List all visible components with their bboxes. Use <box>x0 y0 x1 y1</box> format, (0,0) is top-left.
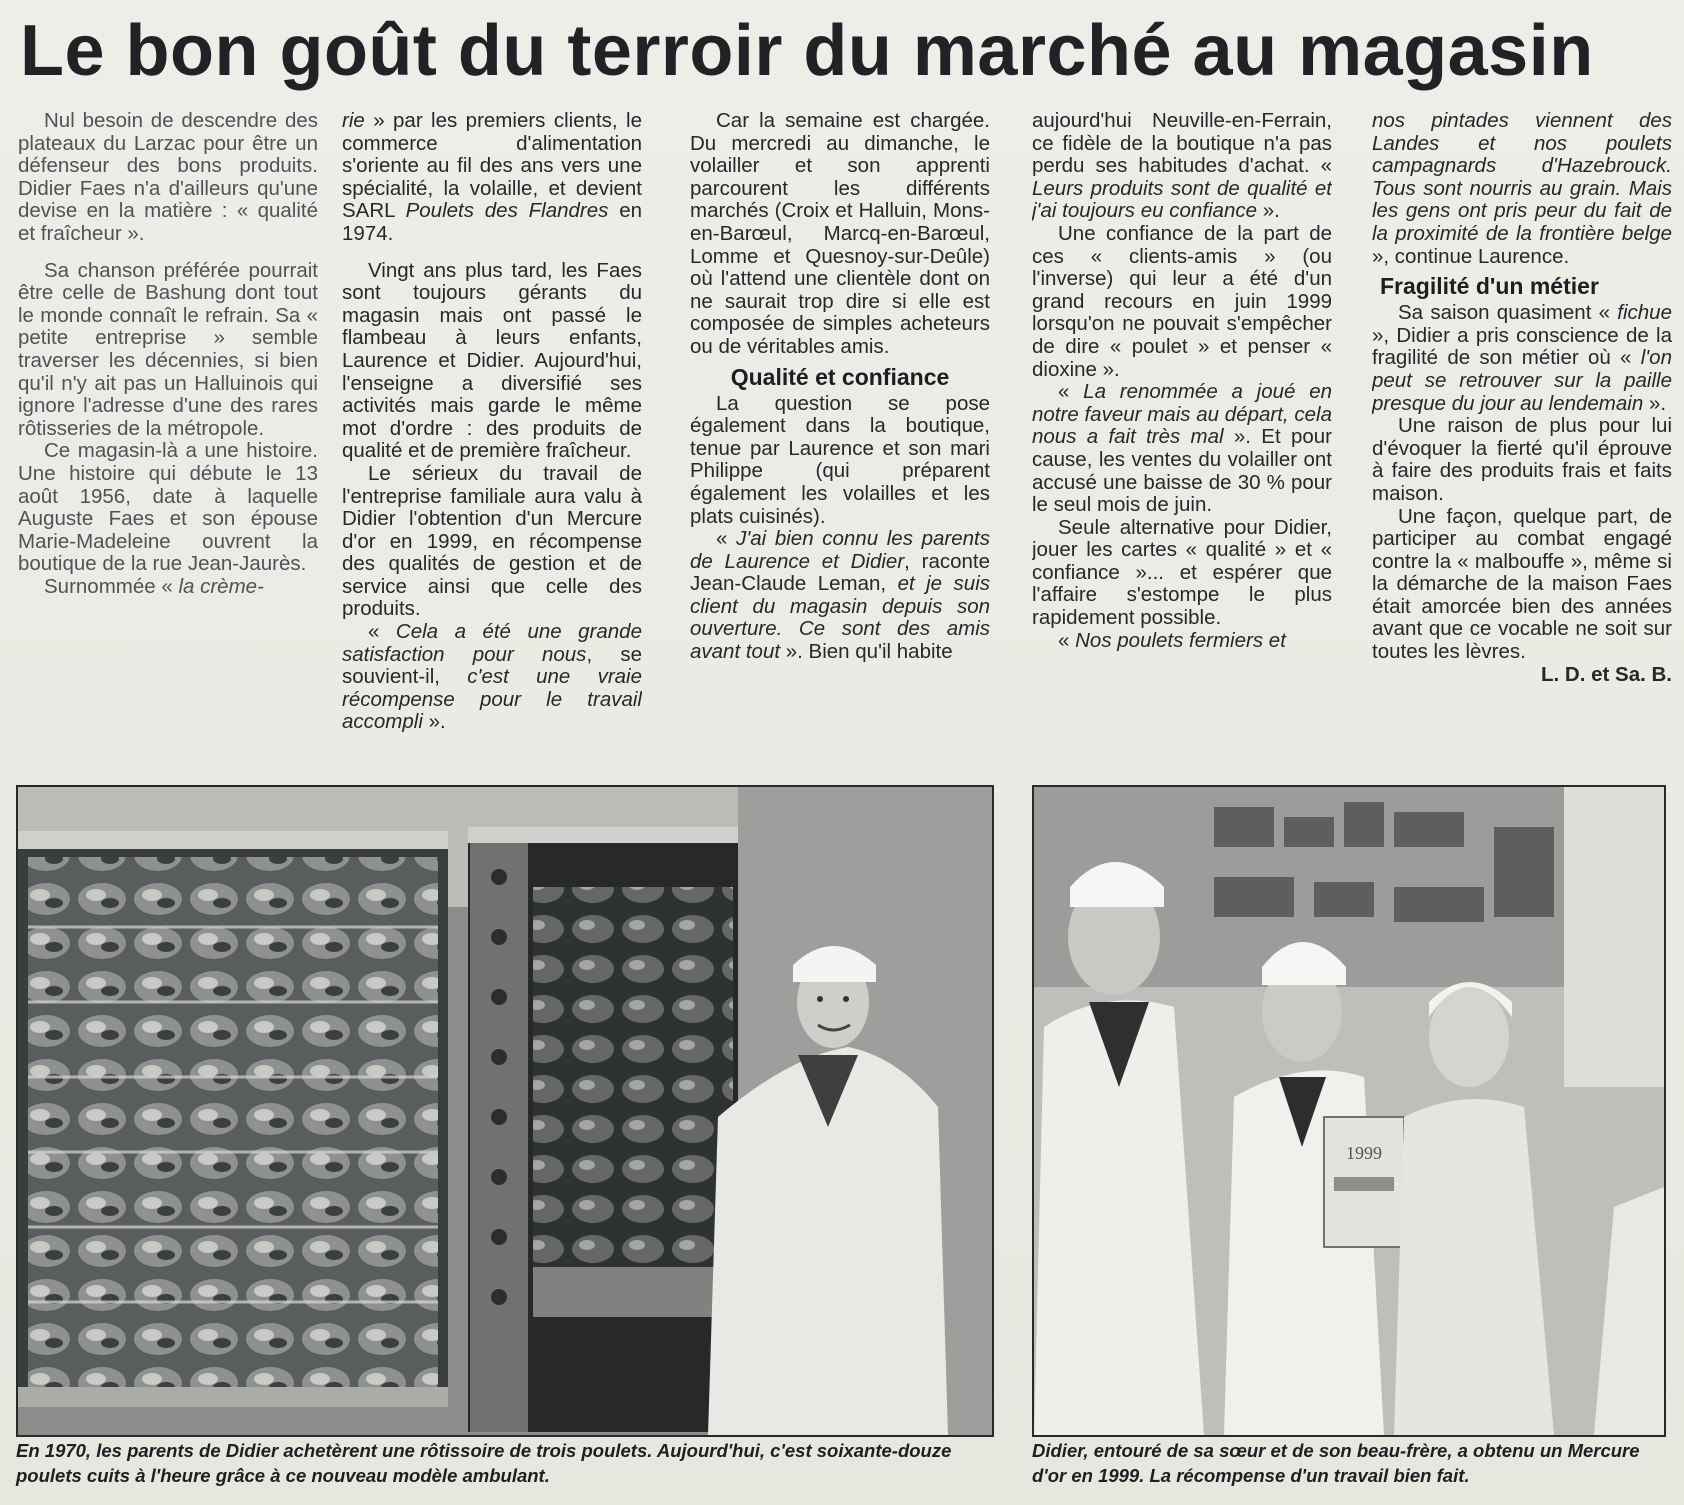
plaque-year: 1999 <box>1346 1143 1382 1163</box>
italic-quote: c'est une vraie récompense pour le travail accompli <box>342 665 642 734</box>
text-run: aujourd'hui Neuville-en-Ferrain, ce fidèle de la boutique n'a pas perdu ses habitudes d'achat. « <box>1032 110 1332 178</box>
paragraph: Une façon, quelque part, de participer au combat engagé contre la « malbouffe », même si la démarche de la maison Faes était amorcée bien des années avant que ce vocable ne soit sur toutes les lèvres. <box>1372 504 1672 664</box>
italic-quote: Cela a été une grande satisfaction pour nous <box>342 620 642 666</box>
italic-quote: nos pintades viennent des Landes et nos poulets campagnards d'Hazebrouck. Tous sont nourris au grain. Mais les gens ont pris peur du fait de la proximité de la frontière belge <box>1372 110 1672 245</box>
italic-quote: rie <box>342 110 365 132</box>
paragraph: La question se pose également dans la boutique, tenue par Laurence et son mari Philippe (qui préparent également les volailles et les plats cuisinés). <box>690 391 990 528</box>
paragraph: Sa chanson préférée pourrait être celle de Bashung dont tout le monde connaît le refrain. Sa « petite entreprise » semble traverser les décennies, si bien qu'il n'y ait pas un Halluinois qui ignore l'adresse d'une des rares rôtisseries de la métropole. <box>18 258 318 440</box>
italic-company-name: Poulets des Flandres <box>405 199 609 223</box>
article-column-3 <box>690 110 990 756</box>
photo-rotisserie <box>16 785 994 1437</box>
photo-caption-right: Didier, entouré de sa sœur et de son beau-frère, a obtenu un Mercure d'or en 1999. La récompense d'un travail bien fait. <box>1032 1440 1640 1486</box>
paragraph <box>1372 302 1672 415</box>
photo-award-trio <box>1032 785 1666 1437</box>
paragraph <box>1372 110 1672 268</box>
section-heading: Qualité et confiance <box>730 363 950 390</box>
paragraph: Le sérieux du travail de l'entreprise familiale aura valu à Didier l'obtention d'un Mercure d'or en 1999, en récompense des qualités de gestion et de service ainsi que celle des produits. <box>342 461 642 621</box>
italic-quote: l'on peut se retrouver sur la paille presque du jour au lendemain <box>1372 346 1672 415</box>
article-column-4 <box>1032 110 1332 756</box>
text-run: « <box>716 527 737 551</box>
article-column-5 <box>1372 110 1672 756</box>
author-signature: L. D. et Sa. B. <box>1541 662 1672 686</box>
paragraph <box>690 528 990 664</box>
paragraph: Ce magasin-là a une histoire. Une histoire qui débute le 13 août 1956, date à laquelle Auguste Faes et son épouse Marie-Madeleine ouvrent la boutique de la rue Jean-Jaurès. <box>18 439 318 576</box>
award-photo-illustration <box>1034 787 1664 1435</box>
paragraph: Une confiance de la part de ces « clients-amis » (ou l'inverse) qui leur a été d'un grand recours en juin 1999 lorsqu'on ne pouvait s'empêcher de dire « poulet » et penser « dioxine ». <box>1032 221 1332 381</box>
text-run: », continue Laurence. <box>1372 244 1570 268</box>
photo-caption-left: En 1970, les parents de Didier achetèrent une rôtissoire de trois poulets. Aujourd'hui, c'est soixante-douze poulets cuits à l'heure grâce à ce nouveau modèle ambulant. <box>16 1440 952 1486</box>
italic-quote: La renommée a joué en notre faveur mais au départ, cela nous a fait très mal <box>1032 380 1332 449</box>
paragraph <box>18 576 318 599</box>
text-run: , se souvient-il, <box>342 642 642 689</box>
italic-quote: Leurs produits sont de qualité et j'ai toujours eu confiance <box>1032 176 1332 223</box>
paragraph <box>342 110 642 246</box>
article-column-1 <box>18 110 318 756</box>
article-headline: Le bon goût du terroir du marché au magasin <box>20 11 1594 91</box>
paragraph: Car la semaine est chargée. Du mercredi au dimanche, le volailler et son apprenti parcourent les différents marchés (Croix et Halluin, Mons-en-Barœul, Marcq-en-Barœul, Lomme et Quesnoy-sur-Deûle) où l'attend une clientèle dont on ne saurait trop dire si elle est composée de simples acheteurs ou de véritables amis. <box>690 110 990 358</box>
paragraph <box>1032 630 1332 653</box>
text-run: ». <box>1643 391 1667 415</box>
paragraph: Une raison de plus pour lui d'évoquer la fierté qu'il éprouve à faire des produits frais et faits maison. <box>1372 414 1672 505</box>
italic-quote: fichue <box>1617 301 1672 325</box>
rotisserie-illustration <box>18 787 992 1435</box>
text-run: « <box>1058 380 1084 404</box>
paragraph <box>1032 381 1332 517</box>
text-run: ». <box>422 710 446 734</box>
text-run: , raconte Jean-Claude Leman, <box>690 549 990 596</box>
text-run: », Didier a pris conscience de la fragilité de son métier où « <box>1372 323 1672 370</box>
text-run: « <box>368 620 396 644</box>
paragraph: Seule alternative pour Didier, jouer les cartes « qualité » et « confiance »... et espérer que l'affaire s'estompe le plus rapidement possible. <box>1032 515 1332 630</box>
text-run: Surnommée « <box>44 574 179 598</box>
italic-quote: Nos poulets fermiers et <box>1075 628 1286 652</box>
text-run: en 1974. <box>342 199 642 245</box>
text-run: ». Bien qu'il habite <box>780 640 953 664</box>
text-run: » par les premiers clients, le commerce d'alimentation s'oriente au fil des ans vers une spécialité, la volaille, et devient SARL <box>342 110 642 223</box>
text-run: ». Et pour cause, les ventes du volailler ont accusé une baisse de 30 % pour le seul mois de juin. <box>1032 425 1332 517</box>
italic-quote: la crème- <box>178 574 264 598</box>
article-column-2 <box>342 110 642 756</box>
paragraph: Vingt ans plus tard, les Faes sont toujours gérants du magasin mais ont passé le flambeau à leurs enfants, Laurence et Didier. Aujourd'hui, l'enseigne a diversifié ses activités mais garde le même mot d'ordre : des produits de qualité et de première fraîcheur. <box>342 258 642 463</box>
italic-quote: J'ai bien connu les parents de Laurence et Didier <box>690 527 990 573</box>
italic-quote: et je suis client du magasin depuis son ouverture. Ce sont des amis avant tout <box>690 572 990 664</box>
text-run: Sa saison quasiment « <box>1398 301 1618 325</box>
text-run: « <box>1058 628 1076 652</box>
text-run: ». <box>1257 199 1280 223</box>
paragraph <box>1032 110 1332 223</box>
paragraph <box>342 621 642 734</box>
paragraph: Nul besoin de descendre des plateaux du Larzac pour être un défenseur des bons produits. Didier Faes n'a d'ailleurs qu'une devise en la matière : « qualité et fraîcheur ». <box>18 110 318 245</box>
section-heading: Fragilité d'un métier <box>1380 273 1599 300</box>
